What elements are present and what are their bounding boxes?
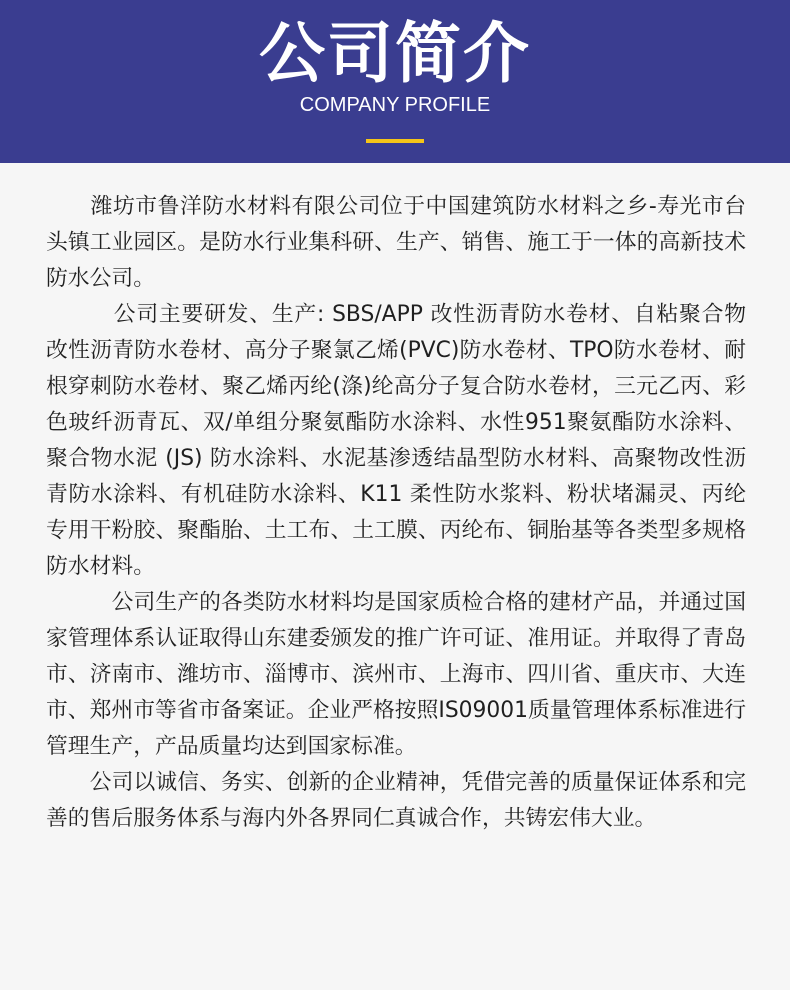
paragraph-intro: 潍坊市鲁洋防水材料有限公司位于中国建筑防水材料之乡-寿光市台头镇工业园区。是防水行业集科研、生产、销售、施工于一体的高新技术防水公司。: [46, 194, 746, 291]
paragraph-products: 公司主要研发、生产: SBS/APP 改性沥青防水卷材、自粘聚合物改性沥青防水卷材、高分子聚氯乙烯(PVC)防水卷材、TPO防水卷材、耐根穿刺防水卷材、聚乙烯丙纶(涤)纶高分子复合防水卷材，三元乙丙、彩色玻纤沥青瓦、双/单组分聚氨酯防水涂料、水性951聚氨酯防水涂料、聚合物水泥 (JS) 防水涂料、水泥基渗透结晶型防水材料、高聚物改性沥青防水涂料、有机硅防水涂料、K11 柔性防水浆料、粉状堵漏灵、丙纶专用干粉胶、聚酯胎、土工布、土工膜、丙纶布、铜胎基等各类型多规格防水材料。: [46, 302, 746, 579]
paragraph-philosophy: 公司以诚信、务实、创新的企业精神，凭借完善的质量保证体系和完善的售后服务体系与海内外各界同仁真诚合作，共铸宏伟大业。: [46, 770, 746, 831]
title-underline-accent: [366, 139, 424, 143]
page-title: 公司简介: [259, 15, 531, 92]
profile-text-body: [46, 189, 746, 837]
header-banner: [0, 0, 790, 163]
paragraph-certification: 公司生产的各类防水材料均是国家质检合格的建材产品，并通过国家管理体系认证取得山东建委颁发的推广许可证、准用证。并取得了青岛市、济南市、潍坊市、淄博市、滨州市、上海市、四川省、重庆市、大连市、郑州市等省市备案证。企业严格按照IS09001质量管理体系标准进行管理生产，产品质量均达到国家标准。: [46, 590, 746, 759]
page-subtitle: COMPANY PROFILE: [299, 94, 491, 116]
